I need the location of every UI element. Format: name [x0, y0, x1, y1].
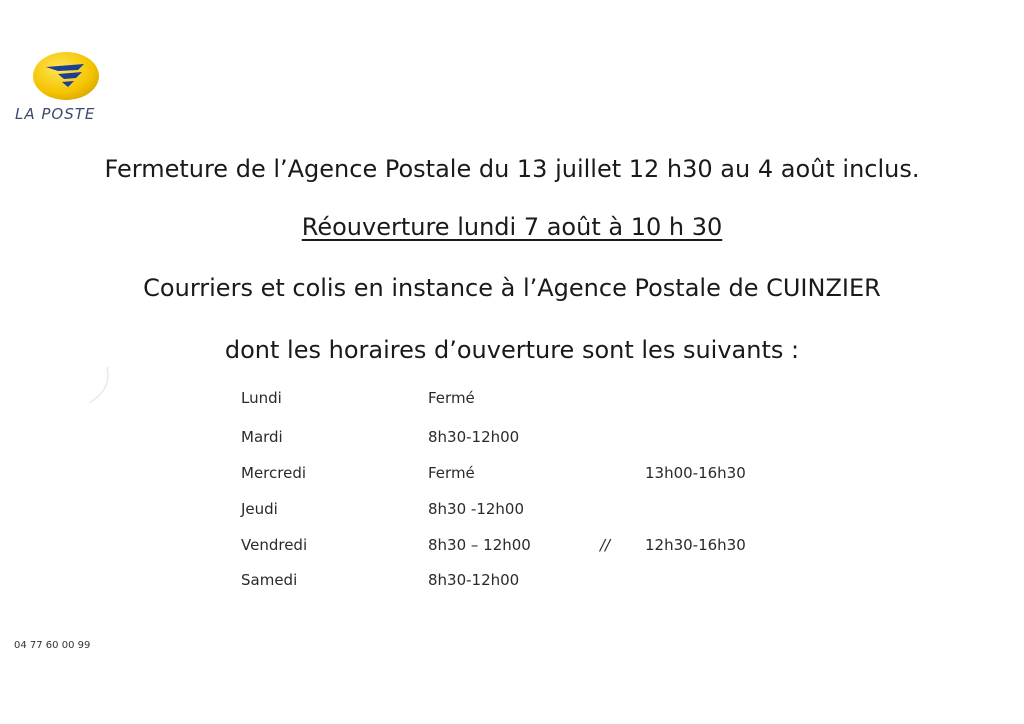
logo-text: LA POSTE: [15, 105, 96, 123]
schedule-day: Mercredi: [241, 464, 307, 482]
hours-intro: dont les horaires d’ouverture sont les suivants :: [224, 336, 800, 364]
schedule-day: Mardi: [241, 428, 283, 446]
schedule-day: Vendredi: [241, 536, 308, 554]
scan-artifact: [85, 365, 115, 405]
reopening-notice: Réouverture lundi 7 août à 10 h 30: [301, 213, 723, 241]
schedule-day: Jeudi: [241, 500, 278, 518]
schedule-day: Lundi: [241, 389, 282, 407]
schedule-day: Samedi: [241, 571, 298, 589]
schedule-hours: 8h30 -12h00: [428, 500, 524, 518]
closure-notice: Fermeture de l’Agence Postale du 13 juillet 12 h30 au 4 août inclus.: [104, 155, 920, 183]
schedule-hours-afternoon: 12h30-16h30: [645, 536, 746, 554]
la-poste-logo: [12, 50, 112, 128]
la-poste-bird-icon: [32, 50, 100, 102]
schedule-hours: Fermé: [428, 389, 475, 407]
schedule-separator: //: [600, 536, 611, 554]
schedule-hours-afternoon: 13h00-16h30: [645, 464, 746, 482]
pending-mail-notice: Courriers et colis en instance à l’Agence Postale de CUINZIER: [143, 274, 881, 302]
schedule-hours: Fermé: [428, 464, 475, 482]
schedule-hours: 8h30-12h00: [428, 428, 520, 446]
schedule-hours: 8h30-12h00: [428, 571, 520, 589]
schedule-hours: 8h30 – 12h00: [428, 536, 531, 554]
phone-number: 04 77 60 00 99: [14, 640, 91, 651]
